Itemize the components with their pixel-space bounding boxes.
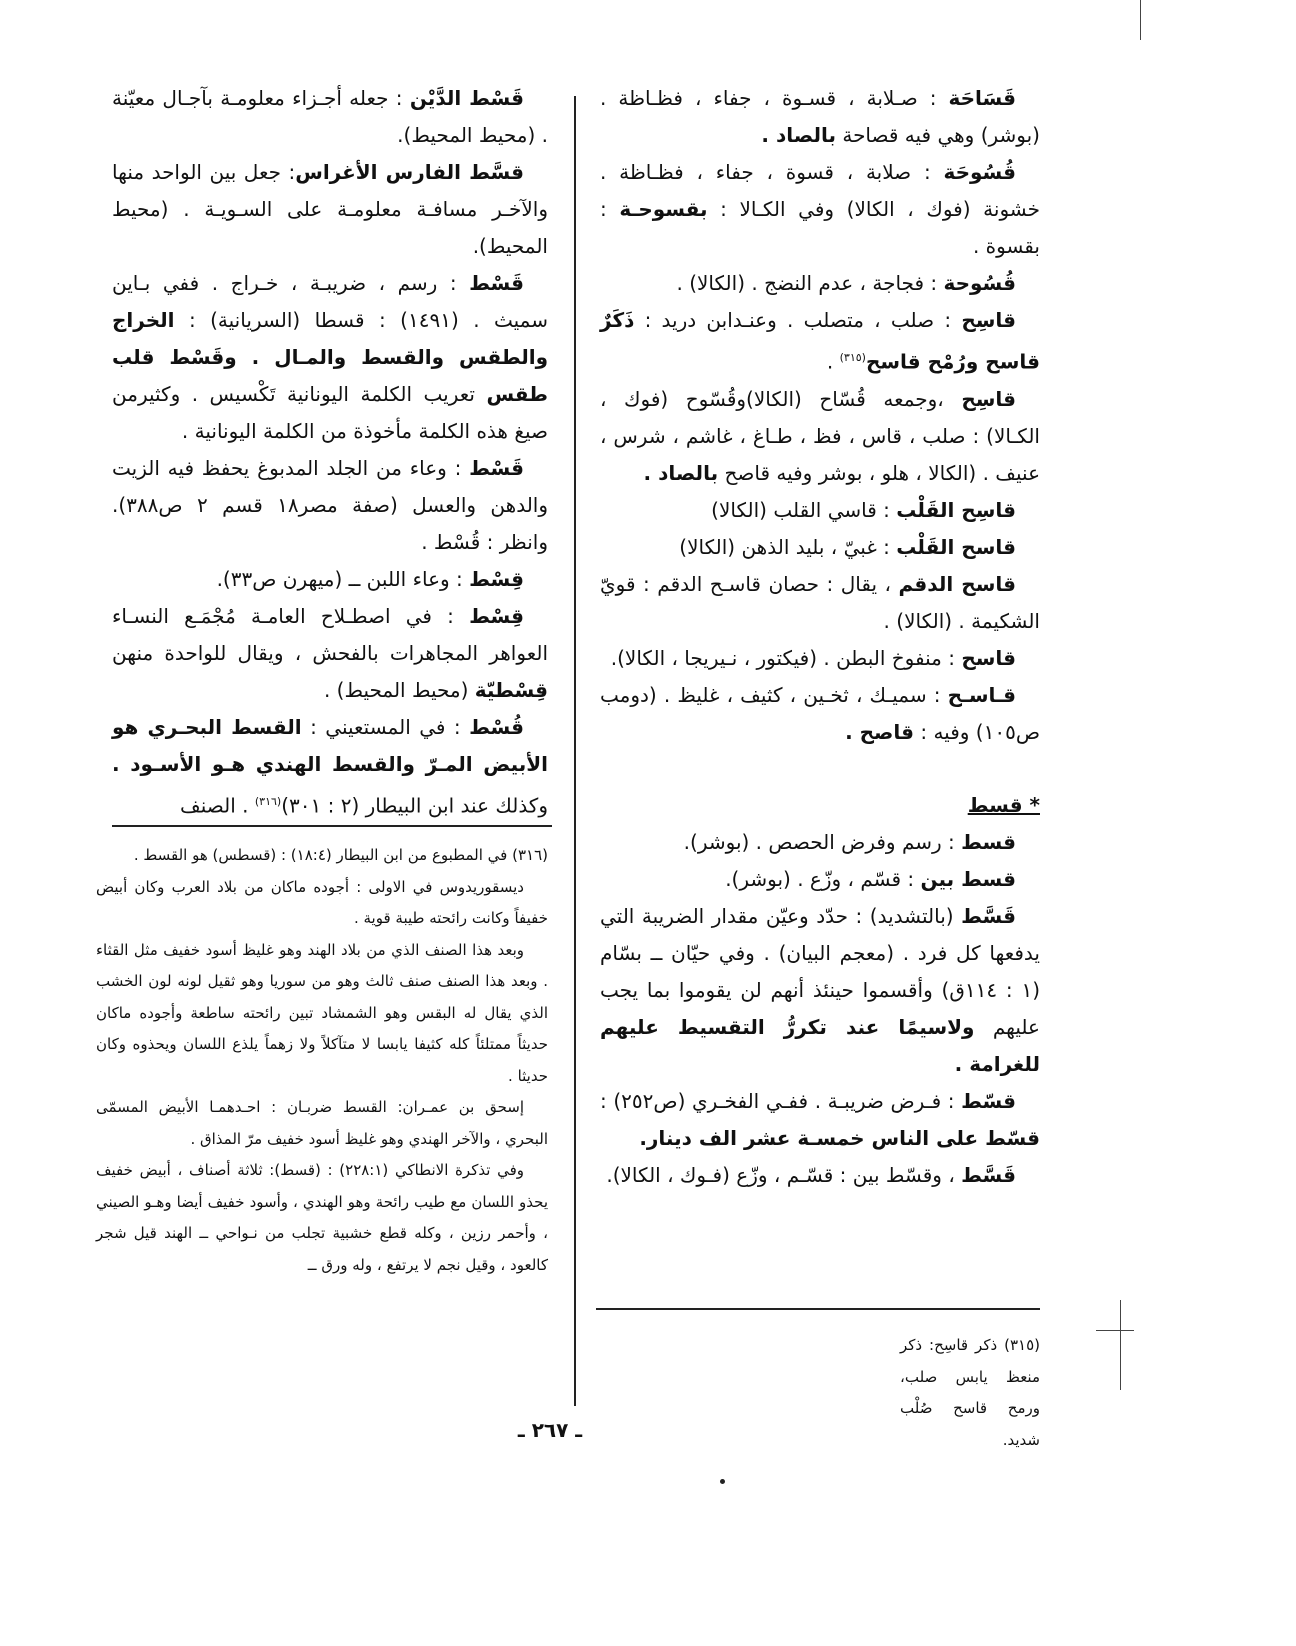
entry-paragraph bbox=[600, 302, 1040, 381]
margin-mark bbox=[1096, 1330, 1134, 1331]
footnote-rule-right bbox=[596, 1308, 1040, 1310]
headword: قَسَاحَة bbox=[948, 86, 1016, 110]
left-column bbox=[112, 80, 548, 825]
entry-paragraph bbox=[600, 640, 1040, 677]
entry-text: : قسّم ، وزّع . (بوشر). bbox=[725, 866, 921, 891]
footnote-316: (٣١٦) في المطبوع من ابن البيطار (١٨:٤) : (قسطس) هو القسط . bbox=[133, 846, 548, 864]
entry-paragraph bbox=[600, 898, 1040, 1083]
entry-paragraph bbox=[600, 1157, 1040, 1194]
page-number: ـ ٢٦٧ ـ bbox=[517, 1418, 583, 1442]
entry-text: قاصح . bbox=[845, 719, 914, 744]
entry-text: : في المستعيني : bbox=[301, 715, 470, 739]
margin-mark bbox=[1140, 0, 1141, 40]
headword: قـاسـح bbox=[947, 682, 1016, 707]
footnote-paragraph: إسحق بن عمـران: القسط ضربـان : احـدهمـا الأبيض المسمّى البحري ، والآخر الهندي وهو غليظ أسود خفيف مرّ المذاق . bbox=[96, 1098, 548, 1148]
entry-text: : فجاجة ، عدم النضج . (الكالا) . bbox=[676, 271, 944, 295]
entry-paragraph bbox=[600, 154, 1040, 265]
section-title: * قسط bbox=[967, 792, 1040, 817]
headword: قاسِح القَلْب bbox=[896, 497, 1016, 522]
entry-text: بالصاد . bbox=[643, 460, 719, 485]
entry-paragraph bbox=[600, 861, 1040, 898]
footnote-paragraph: وبعد هذا الصنف الذي من بلاد الهند وهو غليظ أسود خفيف مثل القثاء . وبعد هذا الصنف صنف ثالث وهو من سوريا وهو ثقيل لونه لون الخشب الذي يقال له البقس وهو الشمشاد تبين رائحته ساطعة وأجوده ماكان حديثاً ممتلئاً كله كثيفا يابسا لا متآكلاً ولا زهماً يلذع اللسان ويحذوه وكان حديثا . bbox=[96, 940, 548, 1085]
footnote-paragraph: وفي تذكرة الانطاكي (٢٢٨:١) : (قسط): ثلاثة أصناف ، أبيض خفيف يحذو اللسان مع طيب رائحة وهو الهندي ، وأسود خفيف أيضا وهـو الصيني ، وأحمر رزين ، وكله قطع خشبية تجلب من نـواحي ــ الهند قيل شجر كالعود ، وقيل نجم لا يرتفع ، وله ورق ــ bbox=[96, 1161, 548, 1274]
footnote-315: (٣١٥) ذكر قاسِح: ذكر منعظ يابس صلب، ورمح قاسح صُلْب شديد. bbox=[900, 1336, 1040, 1449]
entry-text: بقسوحـة bbox=[619, 197, 708, 221]
entry-paragraph bbox=[112, 154, 548, 265]
entry-text: : في اصطـلاح العامـة مُجْمَـع النسـاء العواهر المجاهرات بالفحش ، ويقال للواحدة منهن bbox=[112, 604, 548, 665]
entry-text: الخراج والطقس والقسط والمـال . وقَسْط قلب طقس bbox=[112, 308, 548, 406]
entry-text: . bbox=[826, 349, 840, 374]
headword: قَسَّط bbox=[961, 1162, 1016, 1187]
headword: قَسْط bbox=[469, 271, 524, 295]
headword: قَسْط الدَّيْن bbox=[409, 86, 524, 110]
headword: قسط بين bbox=[920, 866, 1016, 891]
headword: قاسِح bbox=[961, 386, 1016, 411]
entry-text: (بالتشديد) : حدّد وعيّن مقدار الضريبة التي يدفعها كل فرد . (معجم البيان) . وفي حيّان ــ بسّام (١ : ١١٤ق) وأقسموا حينئذ أنهم لن يقوموا بما يجب عليهم bbox=[600, 903, 1040, 1039]
headword: قاسح الدقم bbox=[898, 571, 1016, 596]
entry-text: بالصاد . bbox=[761, 123, 836, 147]
entry-text: : وعاء من الجلد المدبوغ يحفظ فيه الزيت والدهن والعسل (صفة مصر١٨ قسم ٢ ص٣٨٨). وانظر : قُسْط . bbox=[112, 456, 548, 554]
headword: قسّط bbox=[961, 1088, 1016, 1113]
headword: قاسح bbox=[961, 645, 1016, 670]
entry-paragraph bbox=[600, 80, 1040, 154]
entry-text: ،وجمعه قُسّاح (الكالا)وقُسّوح (فوك ، الكـالا) : صلب ، قاس ، فظ ، طـاغ ، غاشم ، شرس ، عنيف . (الكالا ، هلو ، بوشر وفيه قاصح bbox=[600, 386, 1040, 485]
headword: قُسْط bbox=[469, 715, 524, 739]
entry-text: : فـرض ضريبـة . ففـي الفخـري (ص٢٥٢) : bbox=[600, 1088, 962, 1113]
entry-paragraph bbox=[600, 265, 1040, 302]
entry-paragraph bbox=[600, 677, 1040, 751]
entry-text: : غبيّ ، بليد الذهن (الكالا) bbox=[679, 534, 897, 559]
entry-paragraph bbox=[600, 566, 1040, 640]
entry-paragraph bbox=[112, 561, 548, 598]
entry-text: : وعاء اللبن ــ (ميهرن ص٣٣). bbox=[216, 567, 470, 591]
headword: قِسْط bbox=[469, 567, 524, 591]
entry-text: : صـلابة ، قسـوة ، جفاء ، فظـاظة . (بوشر) وهي فيه قصاحة bbox=[600, 86, 1040, 147]
entry-paragraph bbox=[112, 265, 548, 450]
entry-text: ، يقال : حصان قاسـح الدقم : قويّ الشكيمة . (الكالا) . bbox=[600, 571, 1040, 633]
headword: قسَّط الفارس الأغراس bbox=[295, 160, 524, 184]
footnote-paragraph: ديسقوريدوس في الاولى : أجوده ماكان من بلاد العرب وكان أبيض خفيفاً وكانت رائحته طيبة قوية . bbox=[96, 877, 548, 927]
entry-text: : صلب ، متصلب . وعنـدابن دريد : bbox=[634, 308, 962, 332]
footnote-right bbox=[900, 1330, 1040, 1456]
headword: قِسْط bbox=[469, 604, 524, 628]
entry-text: قِسْطيّة bbox=[474, 678, 548, 702]
entry-text: تعريب الكلمة اليونانية تَكْسيس . وكثيرمن صيغ هذه الكلمة مأخوذة من الكلمة اليونانية . bbox=[112, 382, 548, 443]
footnote-ref: (٣١٥) bbox=[839, 351, 866, 364]
headword: قُسُوحَة bbox=[943, 160, 1016, 184]
entry-paragraph bbox=[112, 709, 548, 825]
entry-text: (محيط المحيط) . bbox=[323, 678, 475, 702]
entry-text: قسّط على الناس خمسـة عشر الف دينار. bbox=[639, 1125, 1040, 1150]
headword: قَسَّط bbox=[961, 903, 1016, 928]
footnote-ref: (٣١٦) bbox=[254, 795, 282, 808]
entry-text: : صلابة ، قسوة ، جفاء ، فظـاظة . خشونة (فوك ، الكالا) وفي الكـالا : bbox=[600, 160, 1040, 221]
entry-text: : رسم ، ضريبـة ، خـراج . ففي بـاين سميث . (١٤٩١) : قسطا (السريانية) : bbox=[112, 271, 548, 332]
entry-text: : جعل بين الواحد منها والآخـر مسافـة معلومـة على السـويـة . (محيط المحيط). bbox=[112, 160, 548, 258]
entry-text: ولاسيمًا عند تكررُّ التقسيط عليهم للغرامة . bbox=[600, 1014, 1040, 1076]
entry-paragraph bbox=[600, 492, 1040, 529]
entry-text: : منفوخ البطن . (فيكتور ، نـيريجا ، الكالا). bbox=[610, 645, 962, 670]
entry-text: : جعله أجـزاء معلومـة بآجـال معيّنة . (محيط المحيط). bbox=[112, 86, 548, 147]
entry-paragraph bbox=[600, 1083, 1040, 1157]
entry-paragraph bbox=[112, 80, 548, 154]
scan-speck bbox=[720, 1479, 725, 1484]
entry-text: القسط البحـري هو الأبيض المـرّ والقسط الهندي هـو الأسـود . bbox=[112, 715, 548, 776]
entry-paragraph bbox=[600, 529, 1040, 566]
entry-paragraph bbox=[600, 381, 1040, 492]
headword: قُسُوحة bbox=[943, 271, 1016, 295]
headword: قاسِح bbox=[961, 308, 1016, 332]
column-divider bbox=[574, 96, 576, 1406]
headword: قَسْط bbox=[469, 456, 524, 480]
entry-paragraph bbox=[600, 824, 1040, 861]
margin-mark bbox=[1120, 1300, 1121, 1390]
headword: قاسح القَلْب bbox=[896, 534, 1016, 559]
entry-text: . الصنف bbox=[180, 793, 255, 818]
right-column bbox=[600, 80, 1040, 1194]
entry-text: : بقسوة . bbox=[600, 197, 1040, 258]
entry-text: : رسم وفرض الحصص . (بوشر). bbox=[683, 829, 962, 854]
entry-text: ذَكَرٌ قاسح ورُمْح قاسح bbox=[600, 308, 1040, 374]
entry-paragraph bbox=[112, 450, 548, 561]
footnotes-left bbox=[96, 840, 548, 1281]
entry-text: : سميـك ، ثخـين ، كثيف ، غليظ . (دومب ص١٠٥) وفيه : bbox=[600, 682, 1040, 744]
footnote-rule-left bbox=[112, 825, 552, 827]
entry-paragraph bbox=[112, 598, 548, 709]
entry-text: وكذلك عند ابن البيطار (٢ : ٣٠١) bbox=[281, 793, 548, 818]
entry-text: ، وقسّط بين : قسّـم ، وزّع (فـوك ، الكالا). bbox=[606, 1162, 962, 1187]
entry-text: : قاسي القلب (الكالا) bbox=[711, 497, 897, 522]
headword: قسط bbox=[961, 829, 1016, 854]
